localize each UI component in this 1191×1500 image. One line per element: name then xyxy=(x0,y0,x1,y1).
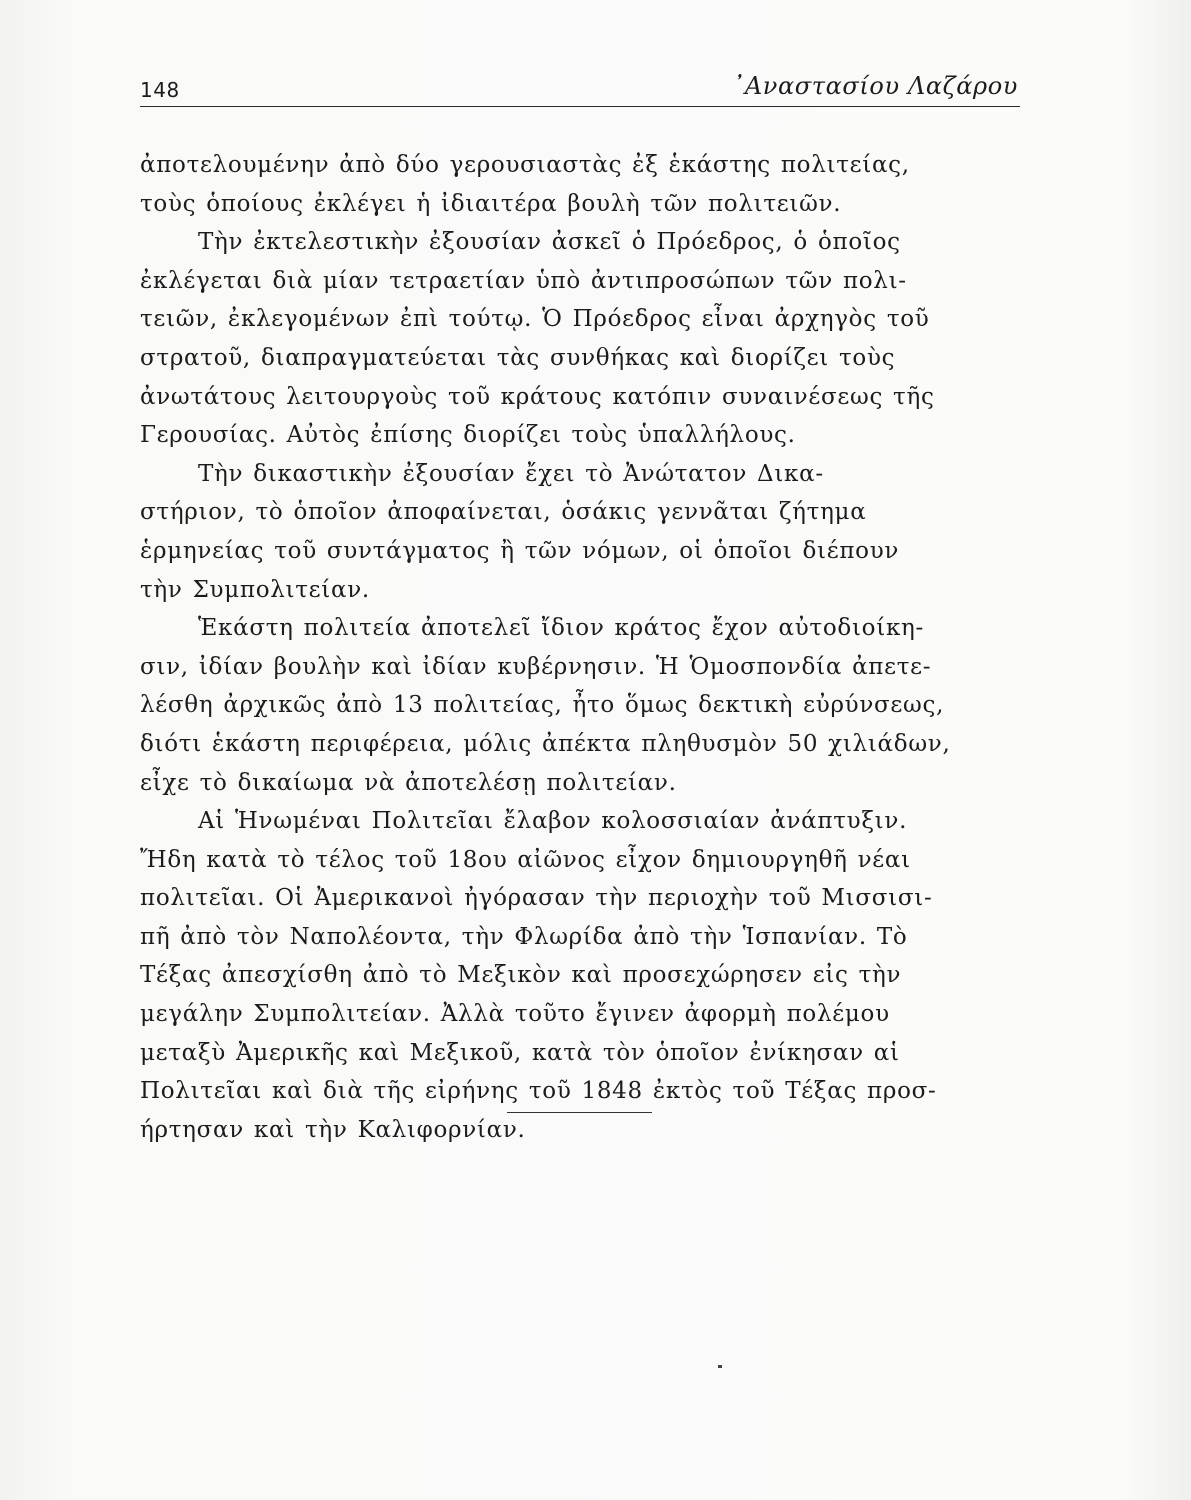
text-line: πολιτεῖαι. Οἱ Ἀμερικανοὶ ἠγόρασαν τὴν περιοχὴν τοῦ Μισσισι- xyxy=(140,885,933,912)
text-line: τοὺς ὁποίους ἐκλέγει ἡ ἰδιαιτέρα βουλὴ τῶν πολιτειῶν. xyxy=(140,190,842,217)
text-line: μεγάλην Συμπολιτείαν. Ἀλλὰ τοῦτο ἔγινεν ἀφορμὴ πολέμου xyxy=(140,1001,890,1028)
print-mark xyxy=(718,1365,722,1368)
text-line: ήρτησαν καὶ τὴν Καλιφορνίαν. xyxy=(140,1116,526,1143)
text-line: λέσθη ἀρχικῶς ἀπὸ 13 πολιτείας, ἦτο ὅμως δεκτικὴ εὐρύνσεως, xyxy=(140,692,945,719)
text-line: μεταξὺ Ἀμερικῆς καὶ Μεξικοῦ, κατὰ τὸν ὁποῖον ἐνίκησαν αἱ xyxy=(140,1039,900,1066)
text-line: διότι ἑκάστη περιφέρεια, μόλις ἀπέκτα πληθυσμὸν 50 χιλιάδων, xyxy=(140,730,951,757)
text-line: Γερουσίας. Αὐτὸς ἐπίσης διορίζει τοὺς ὑπαλλήλους. xyxy=(140,422,796,449)
text-line: ἑρμηνείας τοῦ συντάγματος ἢ τῶν νόμων, οἱ ὁποῖοι διέπουν xyxy=(140,537,900,564)
text-line: τὴν Συμπολιτείαν. xyxy=(140,576,370,603)
paragraph xyxy=(140,802,1030,1149)
text-line: πῆ ἀπὸ τὸν Ναπολέοντα, τὴν Φλωρίδα ἀπὸ τὴν Ἱσπανίαν. Τὸ xyxy=(140,923,908,950)
text-line: Ἤδη κατὰ τὸ τέλος τοῦ 18ου αἰῶνος εἶχον δημιουργηθῆ νέαι xyxy=(140,846,911,873)
text-line: Τὴν δικαστικὴν ἐξουσίαν ἔχει τὸ Ἀνώτατον Δικα- xyxy=(198,460,824,487)
paragraph xyxy=(140,609,1030,802)
paragraph xyxy=(140,146,1030,223)
text-line: Τὴν ἐκτελεστικὴν ἐξουσίαν ἀσκεῖ ὁ Πρόεδρος, ὁ ὁποῖος xyxy=(198,229,901,256)
text-line: Αἱ Ἡνωμέναι Πολιτεῖαι ἔλαβον κολοσσιαίαν ἀνάπτυξιν. xyxy=(198,808,908,835)
body-text xyxy=(140,146,1030,1149)
text-line: ἀποτελουμένην ἀπὸ δύο γερουσιαστὰς ἐξ ἑκάστης πολιτείας, xyxy=(140,152,910,178)
text-line: στρατοῦ, διαπραγματεύεται τὰς συνθήκας καὶ διορίζει τοὺς xyxy=(140,344,896,371)
text-line: Πολιτεῖαι καὶ διὰ τῆς εἰρήνης τοῦ 1848 ἐκτὸς τοῦ Τέξας προσ- xyxy=(140,1078,937,1105)
text-line: εἶχε τὸ δικαίωμα νὰ ἀποτελέσῃ πολιτείαν. xyxy=(140,769,677,796)
section-end-rule xyxy=(507,1112,652,1113)
running-title: ᾿Αναστασίου Λαζάρου xyxy=(732,72,1018,100)
text-line: Ἑκάστη πολιτεία ἀποτελεῖ ἴδιον κράτος ἔχον αὐτοδιοίκη- xyxy=(198,615,924,642)
page-number: 148 xyxy=(140,78,180,102)
text-line: ἐκλέγεται διὰ μίαν τετραετίαν ὑπὸ ἀντιπροσώπων τῶν πολι- xyxy=(140,267,907,294)
text-line: στήριον, τὸ ὁποῖον ἀποφαίνεται, ὁσάκις γεννᾶται ζήτημα xyxy=(140,499,867,526)
paragraph xyxy=(140,223,1030,455)
paragraph xyxy=(140,455,1030,609)
text-line: Τέξας ἀπεσχίσθη ἀπὸ τὸ Μεξικὸν καὶ προσεχώρησεν εἰς τὴν xyxy=(140,962,902,989)
page-header xyxy=(140,66,1020,107)
text-line: σιν, ἰδίαν βουλὴν καὶ ἰδίαν κυβέρνησιν. Ἡ Ὁμοσπονδία ἀπετε- xyxy=(140,653,932,680)
text-line: ἀνωτάτους λειτουργοὺς τοῦ κράτους κατόπιν συναινέσεως τῆς xyxy=(140,383,935,410)
text-line: τειῶν, ἐκλεγομένων ἐπὶ τούτῳ. Ὁ Πρόεδρος εἶναι ἀρχηγὸς τοῦ xyxy=(140,306,930,333)
